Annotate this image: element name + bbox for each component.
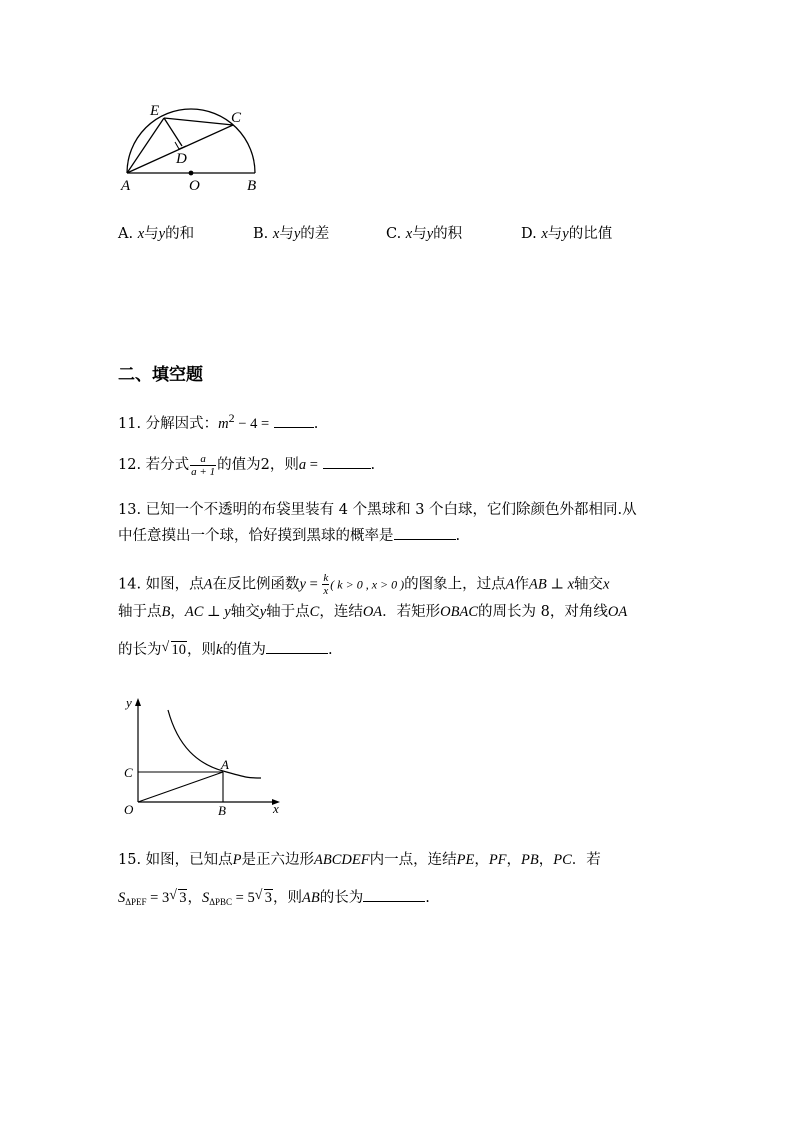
question-13: 13. 已知一个不透明的布袋里装有 4 个黑球和 3 个白球，它们除颜色外都相同.从 xyxy=(118,502,637,518)
choice-d: D. x与y的比值 xyxy=(521,226,613,242)
label-a: A xyxy=(221,757,229,772)
choice-a: A. x与y的和 xyxy=(118,226,195,242)
center-point-o xyxy=(189,171,194,176)
question-14-line-3: 的长为 √ 10，则k的值为 . xyxy=(118,637,333,661)
square-root: √ 3 xyxy=(169,888,187,906)
label-c: C xyxy=(231,110,242,126)
hyperbola-curve xyxy=(168,710,261,778)
label-b: B xyxy=(218,803,226,818)
y-axis-arrow xyxy=(135,698,141,706)
label-b: B xyxy=(247,178,257,194)
section-title: 二、填空题 xyxy=(118,365,203,385)
square-root: √ 3 xyxy=(254,888,272,906)
semicircle-figure xyxy=(110,95,270,195)
label-x: x xyxy=(273,801,279,816)
answer-blank[interactable] xyxy=(274,411,314,428)
label-o: O xyxy=(124,802,134,817)
label-c: C xyxy=(124,765,133,780)
question-15-line-2: $S_{\Delta PEF} = 3$ √ 3，$S_{\Delta PBC} = 5$ √ 3，则AB的长为 . xyxy=(118,885,430,913)
hyperbola-figure xyxy=(118,692,288,822)
label-d: D xyxy=(176,151,187,167)
question-14: 14. 如图，点A在反比例函数y = $\frac{k}{x}$ ( k > 0 , x > 0 )的图象上，过点A作AB ⊥ x轴交x xyxy=(118,572,610,597)
segment-ed xyxy=(164,118,182,146)
fraction: $\frac{a}{a + 1}$ xyxy=(191,452,216,478)
answer-blank[interactable] xyxy=(363,885,425,902)
label-e: E xyxy=(150,103,160,119)
fraction: $\frac{k}{x}$ xyxy=(323,572,329,597)
choice-c: C. x与y的积 xyxy=(386,226,463,242)
label-y: y xyxy=(126,695,132,710)
label-o: O xyxy=(189,178,200,194)
question-15: 15. 如图，已知点P是正六边形ABCDEF内一点，连结PE，PF，PB，PC．若 xyxy=(118,852,601,868)
answer-blank[interactable] xyxy=(394,523,456,540)
answer-blank[interactable] xyxy=(266,637,328,654)
choice-b: B. x与y的差 xyxy=(253,226,330,242)
label-a: A xyxy=(121,178,131,194)
question-12: 12. 若分式 $\frac{a}{a + 1}$ 的值为2，则a = . xyxy=(118,452,376,478)
question-14-line-2: 轴于点B，AC ⊥ y轴交y轴于点C，连结OA．若矩形OBAC的周长为 8，对角线OA xyxy=(118,604,628,620)
answer-blank[interactable] xyxy=(323,452,371,469)
question-11: 11. 分解因式：$m^2 - 4$ = . xyxy=(118,411,319,432)
question-13-line-2: 中任意摸出一个球，恰好摸到黑球的概率是 . xyxy=(118,523,460,547)
segment-ec xyxy=(164,118,233,125)
segment-oa xyxy=(138,772,223,802)
square-root: √ 10 xyxy=(161,640,186,658)
